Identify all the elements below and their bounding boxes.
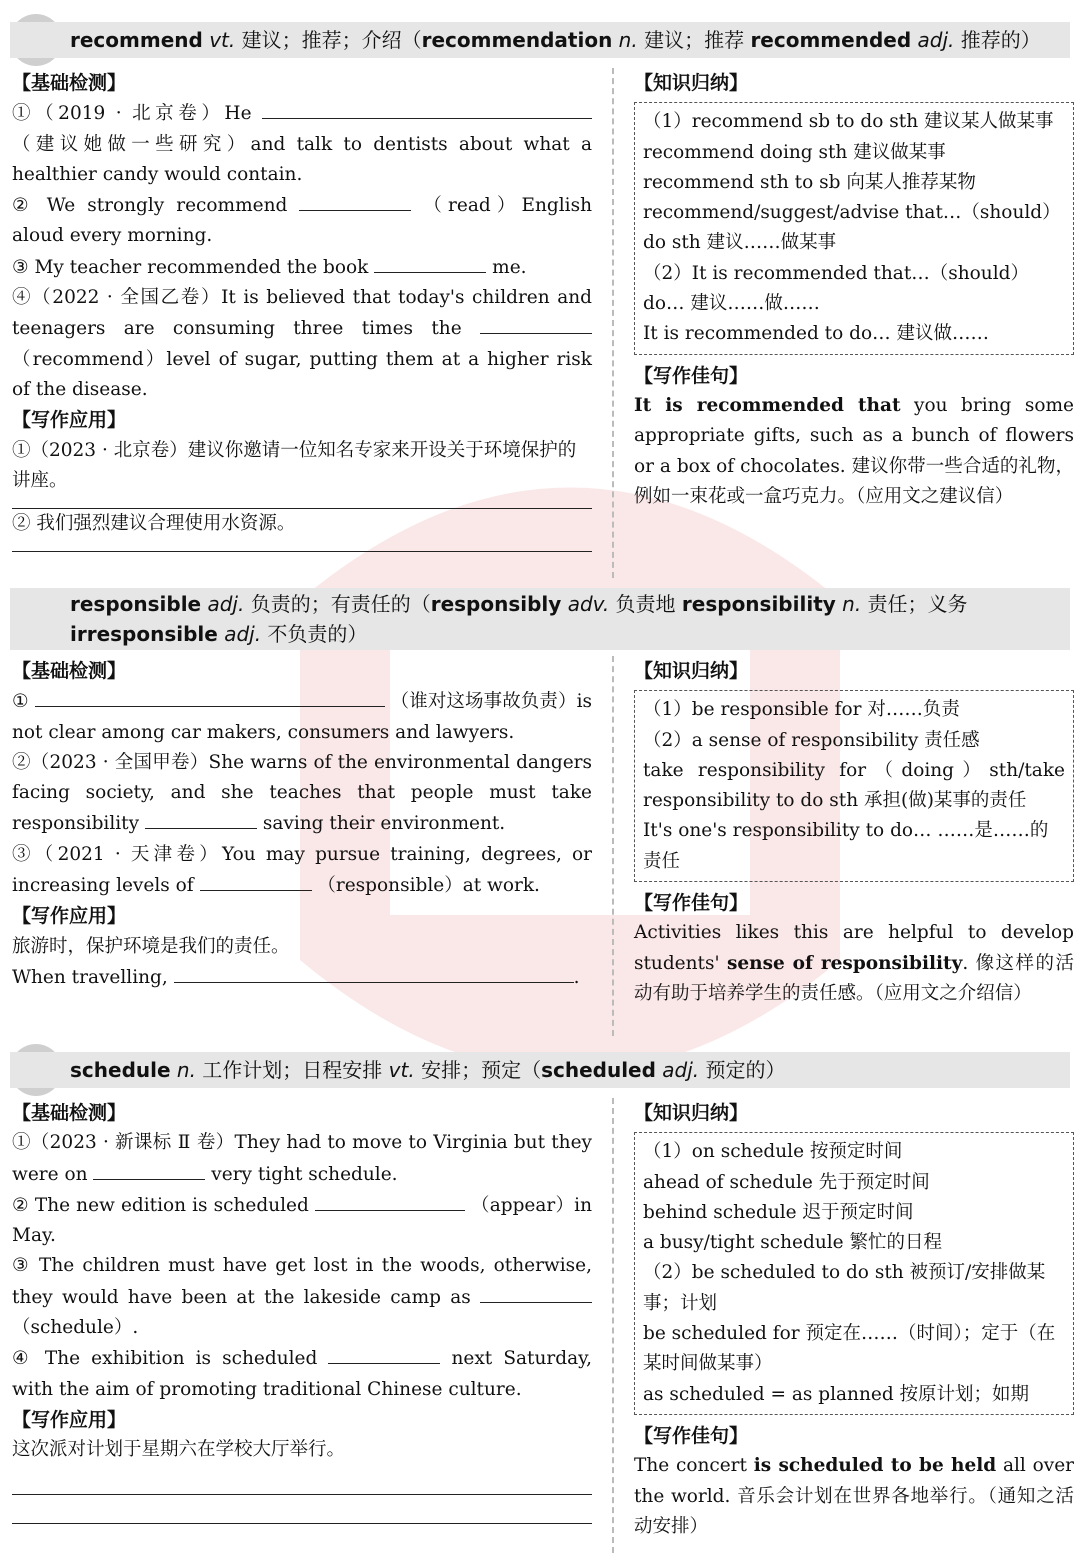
- good-sentence-label: 【写作佳句】: [634, 892, 749, 915]
- answer-blank[interactable]: [328, 1343, 440, 1364]
- writing-app-label: 【写作应用】: [12, 905, 127, 928]
- exercise-item: ①（2023 · 新课标 Ⅱ 卷）They had to move to Virginia but they were on very tight schedule.: [12, 1132, 592, 1185]
- answer-line[interactable]: [12, 539, 592, 552]
- word-header: recommend vt. 建议；推荐；介绍（recommendation n. 建议；推荐 recommended adj. 推荐的）: [10, 22, 1070, 58]
- exercise-item: ①（2019 · 北京卷）He （建议她做一些研究）and talk to dentists about what a healthier candy would contain.: [12, 98, 592, 190]
- word-header: schedule n. 工作计划；日程安排 vt. 安排；预定（scheduled adj. 预定的）: [10, 1052, 1070, 1088]
- writing-item: ② 我们强烈建议合理使用水资源。: [12, 513, 296, 535]
- answer-line[interactable]: [12, 1495, 592, 1524]
- exercise-item: ②（2023 · 全国甲卷）She warns of the environmental dangers facing society, and she teaches that people must take responsibility saving their environment.: [12, 751, 592, 835]
- exercise-item: ② We strongly recommend （read）English aloud every morning.: [12, 190, 592, 252]
- good-sentence: The concert is scheduled to be held all over the world. 音乐会计划在世界各地举行。（通知之活动安排）: [634, 1455, 1074, 1537]
- knowledge-box: （1）be responsible for 对……负责 （2）a sense of responsibility 责任感 take responsibility for（doing）sth/take responsibility to do sth 承担(做)某事的责任 It's one's responsibility to do… ……是……的责任: [634, 690, 1074, 882]
- exercise-item: ③ My teacher recommended the book me.: [12, 252, 592, 283]
- writing-item: 旅游时，保护环境是我们的责任。: [12, 935, 290, 957]
- knowledge-label: 【知识归纳】: [634, 72, 749, 94]
- exercise-item: ④（2022 · 全国乙卷）It is believed that today's children and teenagers are consuming three times the （recommend）level of sugar, putting them at a higher risk of the disease.: [12, 287, 592, 400]
- writing-app-label: 【写作应用】: [12, 409, 127, 432]
- answer-blank[interactable]: [174, 962, 574, 983]
- answer-blank[interactable]: [35, 686, 385, 707]
- exercise-item: ② The new edition is scheduled （appear）in May.: [12, 1190, 592, 1252]
- basic-test-label: 【基础检测】: [12, 660, 127, 682]
- exercise-item: ① （谁对这场事故负责）is not clear among car makers, consumers and lawyers.: [12, 686, 592, 748]
- writing-item: 这次派对计划于星期六在学校大厅举行。: [12, 1439, 346, 1461]
- answer-blank[interactable]: [93, 1159, 205, 1180]
- answer-blank[interactable]: [480, 1282, 592, 1303]
- writing-app-label: 【写作应用】: [12, 1408, 127, 1431]
- answer-blank[interactable]: [315, 1190, 465, 1211]
- answer-line[interactable]: [12, 1466, 592, 1495]
- exercise-item: ③（2021 · 天津卷）You may pursue training, degrees, or increasing levels of （responsible）at work.: [12, 843, 592, 897]
- good-sentence-label: 【写作佳句】: [634, 1424, 749, 1447]
- exercise-item: ③ The children must have get lost in the woods, otherwise, they would have been at the lakeside camp as （schedule）.: [12, 1255, 592, 1339]
- good-sentence: It is recommended that you bring some appropriate gifts, such as a bunch of flowers or a box of chocolates. 建议你带一些合适的礼物，例如一束花或一盒巧克力。（应用文之建议信）: [634, 394, 1074, 507]
- knowledge-label: 【知识归纳】: [634, 1102, 749, 1124]
- answer-blank[interactable]: [480, 313, 592, 334]
- good-sentence: Activities likes this are helpful to develop students' sense of responsibility. 像这样的活动有助于培养学生的责任感。（应用文之介绍信）: [634, 922, 1075, 1004]
- exercise-item: ④ The exhibition is scheduled next Saturday, with the aim of promoting traditional Chinese culture.: [12, 1343, 592, 1405]
- knowledge-label: 【知识归纳】: [634, 660, 749, 682]
- answer-line[interactable]: [12, 496, 592, 509]
- knowledge-box: （1）on schedule 按预定时间 ahead of schedule 先于预定时间 behind schedule 迟于预定时间 a busy/tight schedule 繁忙的日程 （2）be scheduled to do sth 被预订/安排做某事；计划 be scheduled for 预定在……（时间）；定于（在某时间做某事） as scheduled = as planned 按原计划；如期: [634, 1132, 1074, 1415]
- writing-item: ①（2023 · 北京卷）建议你邀请一位知名专家来开设关于环境保护的讲座。: [12, 439, 577, 491]
- basic-test-label: 【基础检测】: [12, 1102, 127, 1124]
- knowledge-box: （1）recommend sb to do sth 建议某人做某事 recommend doing sth 建议做某事 recommend sth to sb 向某人推荐某物 recommend/suggest/advise that…（should）do sth 建议……做某事 （2）It is recommended that…（should）do… 建议……做…… It is recommended to do… 建议做……: [634, 102, 1074, 354]
- word-header: responsible adj. 负责的；有责任的（responsibly adv. 负责地 responsibility n. 责任；义务 irresponsible adj. 不负责的）: [10, 588, 1070, 650]
- basic-test-label: 【基础检测】: [12, 72, 127, 94]
- answer-blank[interactable]: [262, 98, 592, 119]
- writing-item: When travelling, .: [12, 962, 592, 993]
- answer-blank[interactable]: [145, 808, 257, 829]
- good-sentence-label: 【写作佳句】: [634, 364, 749, 387]
- answer-blank[interactable]: [299, 190, 411, 211]
- answer-blank[interactable]: [374, 252, 486, 273]
- answer-blank[interactable]: [200, 870, 312, 891]
